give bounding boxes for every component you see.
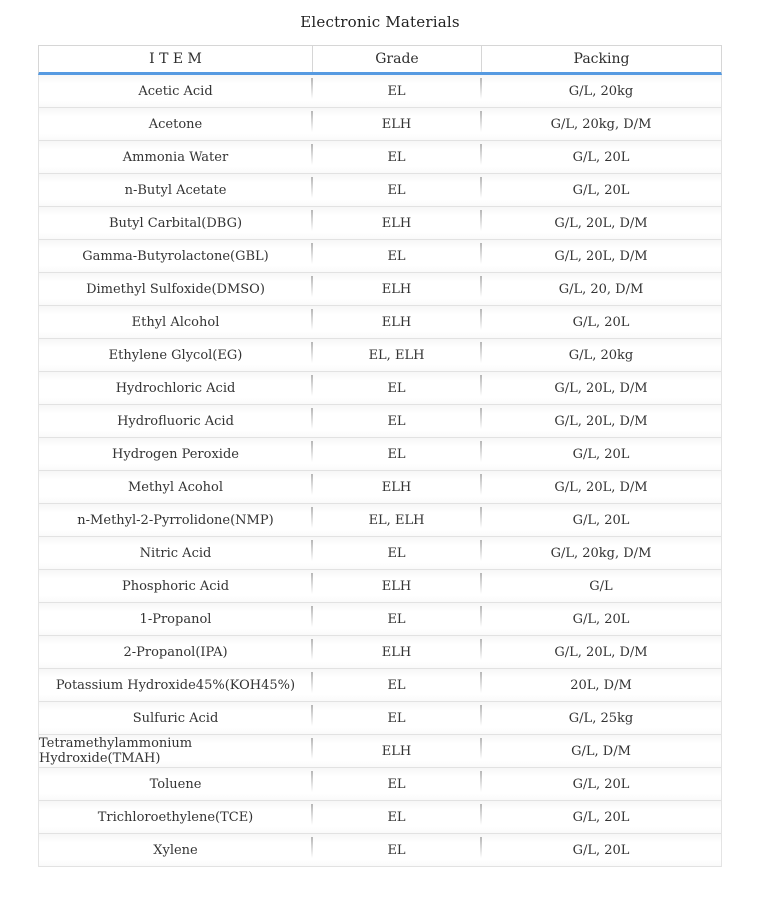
table-row (39, 801, 721, 834)
packing-cell: G/L, 20L, D/M (481, 636, 721, 668)
packing-cell: G/L (481, 570, 721, 602)
grade-cell: EL (312, 174, 481, 206)
packing-cell: G/L, 20L, D/M (481, 207, 721, 239)
packing-cell: G/L, 20L (481, 504, 721, 536)
item-cell: Trichloroethylene(TCE) (97, 809, 254, 825)
table-row (39, 603, 721, 636)
grade-cell: EL (312, 372, 481, 404)
packing-cell: G/L, 20L (481, 438, 721, 470)
table-row (39, 636, 721, 669)
table-row (39, 174, 721, 207)
column-header-packing: Packing (481, 46, 721, 72)
item-cell: 1-Propanol (139, 611, 212, 627)
grade-cell: EL (312, 603, 481, 635)
item-cell: n-Methyl-2-Pyrrolidone(NMP) (77, 512, 274, 528)
table-row (39, 273, 721, 306)
table-row (39, 207, 721, 240)
packing-cell: G/L, 20L (481, 834, 721, 866)
packing-cell: G/L, 20kg (481, 75, 721, 107)
item-cell: Ethylene Glycol(EG) (108, 347, 243, 363)
grade-cell: ELH (312, 273, 481, 305)
grade-cell: ELH (312, 636, 481, 668)
packing-cell: G/L, 20, D/M (481, 273, 721, 305)
table-row (39, 141, 721, 174)
item-cell: Acetone (148, 116, 203, 132)
grade-cell: ELH (312, 207, 481, 239)
table-row (39, 75, 721, 108)
packing-cell: G/L, D/M (481, 735, 721, 767)
table-row (39, 669, 721, 702)
table-row (39, 339, 721, 372)
item-cell: n-Butyl Acetate (124, 182, 227, 198)
packing-cell: G/L, 20L, D/M (481, 471, 721, 503)
item-cell: Ethyl Alcohol (131, 314, 220, 330)
packing-cell: G/L, 20L, D/M (481, 240, 721, 272)
item-cell: Butyl Carbital(DBG) (108, 215, 243, 231)
item-cell: Nitric Acid (139, 545, 212, 561)
column-header-grade: Grade (312, 46, 481, 72)
table-row (39, 372, 721, 405)
item-cell: Tetramethylammonium Hydroxide(TMAH) (39, 736, 193, 766)
table-row (39, 405, 721, 438)
grade-cell: ELH (312, 306, 481, 338)
grade-cell: EL (312, 141, 481, 173)
item-cell: Methyl Acohol (127, 479, 224, 495)
grade-cell: ELH (312, 108, 481, 140)
item-cell: Phosphoric Acid (121, 578, 230, 594)
grade-cell: EL, ELH (312, 504, 481, 536)
item-cell: Hydrofluoric Acid (117, 413, 234, 429)
table-header-row (38, 45, 722, 75)
grade-cell: EL (312, 834, 481, 866)
table-row (39, 108, 721, 141)
table-row (39, 438, 721, 471)
table-row (39, 537, 721, 570)
packing-cell: G/L, 20kg, D/M (481, 108, 721, 140)
grade-cell: EL (312, 75, 481, 107)
item-cell: Toluene (149, 776, 202, 792)
materials-table (38, 45, 722, 867)
packing-cell: G/L, 25kg (481, 702, 721, 734)
packing-cell: G/L, 20L (481, 306, 721, 338)
packing-cell: G/L, 20L (481, 801, 721, 833)
packing-cell: G/L, 20kg (481, 339, 721, 371)
table-row (39, 735, 721, 768)
grade-cell: EL (312, 537, 481, 569)
table-body (38, 75, 722, 867)
grade-cell: EL (312, 405, 481, 437)
item-cell: Gamma-Butyrolactone(GBL) (82, 248, 269, 264)
table-row (39, 768, 721, 801)
grade-cell: ELH (312, 471, 481, 503)
table-row (39, 834, 721, 867)
item-cell: 2-Propanol(IPA) (123, 644, 228, 660)
grade-cell: EL (312, 240, 481, 272)
table-row (39, 240, 721, 273)
packing-cell: G/L, 20L, D/M (481, 372, 721, 404)
grade-cell: EL (312, 438, 481, 470)
grade-cell: EL (312, 768, 481, 800)
grade-cell: ELH (312, 570, 481, 602)
grade-cell: EL (312, 669, 481, 701)
item-cell: Hydrogen Peroxide (112, 446, 239, 462)
grade-cell: ELH (312, 735, 481, 767)
item-cell: Sulfuric Acid (132, 710, 219, 726)
packing-cell: G/L, 20L (481, 768, 721, 800)
grade-cell: EL (312, 801, 481, 833)
packing-cell: G/L, 20kg, D/M (481, 537, 721, 569)
packing-cell: G/L, 20L (481, 174, 721, 206)
item-cell: Xylene (153, 842, 198, 858)
page-title: Electronic Materials (300, 13, 460, 31)
column-header-item: I T E M (149, 51, 202, 67)
table-row (39, 471, 721, 504)
item-cell: Dimethyl Sulfoxide(DMSO) (86, 281, 265, 297)
packing-cell: G/L, 20L (481, 603, 721, 635)
grade-cell: EL, ELH (312, 339, 481, 371)
packing-cell: G/L, 20L, D/M (481, 405, 721, 437)
packing-cell: 20L, D/M (481, 669, 721, 701)
grade-cell: EL (312, 702, 481, 734)
item-cell: Hydrochloric Acid (115, 380, 236, 396)
table-row (39, 570, 721, 603)
table-row (39, 702, 721, 735)
packing-cell: G/L, 20L (481, 141, 721, 173)
table-row (39, 306, 721, 339)
item-cell: Potassium Hydroxide45%(KOH45%) (55, 677, 296, 693)
table-row (39, 504, 721, 537)
item-cell: Ammonia Water (122, 149, 229, 165)
item-cell: Acetic Acid (138, 83, 213, 99)
